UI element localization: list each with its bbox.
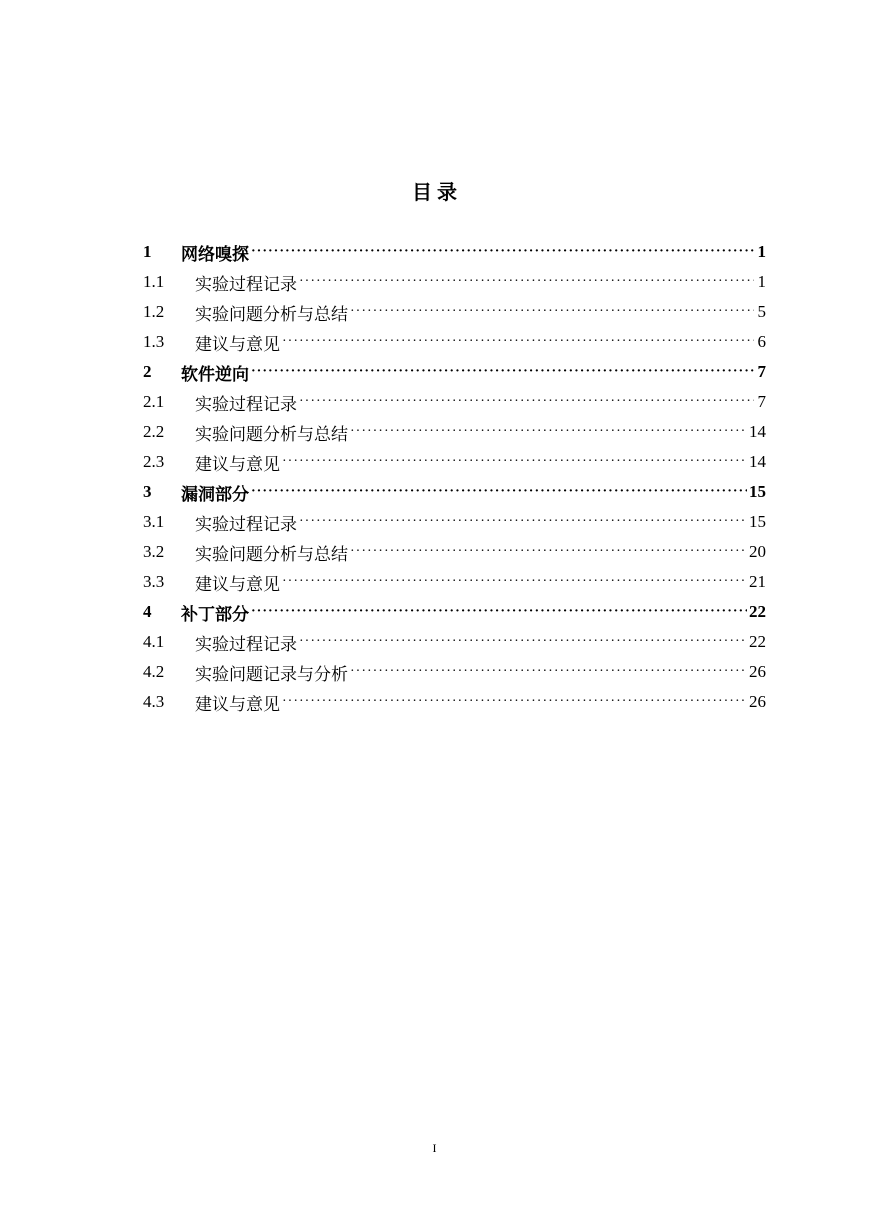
- toc-leader-dots: [350, 657, 747, 687]
- toc-entry-section[interactable]: [143, 447, 766, 477]
- toc-entry-label: 建议与意见: [195, 454, 280, 474]
- toc-entry-page: 20: [749, 542, 766, 561]
- toc-entry-label: 建议与意见: [195, 574, 280, 594]
- toc-entry-section[interactable]: [143, 387, 766, 417]
- toc-entry-number: 2.1: [143, 392, 165, 411]
- toc-entry-page: 21: [749, 572, 766, 591]
- page-number: I: [432, 1141, 437, 1155]
- toc-entry-label: 补丁部分: [181, 604, 249, 624]
- toc-entry-chapter[interactable]: [143, 597, 766, 627]
- toc-leader-dots: [251, 597, 747, 627]
- toc-entry-label: 实验过程记录: [195, 514, 297, 534]
- toc-entry-page: 26: [749, 662, 766, 681]
- toc-entry-number: 4.2: [143, 662, 165, 681]
- toc-entry-section[interactable]: [143, 537, 766, 567]
- toc-entry-label: 建议与意见: [195, 334, 280, 354]
- toc-entry-number: 4: [143, 602, 152, 621]
- toc-entry-section[interactable]: [143, 687, 766, 717]
- toc-entry-section[interactable]: [143, 567, 766, 597]
- toc-entry-chapter[interactable]: [143, 477, 766, 507]
- toc-entry-page: 6: [757, 332, 766, 351]
- toc-entry-number: 1.3: [143, 332, 165, 351]
- toc-leader-dots: [350, 417, 747, 447]
- toc-entry-page: 1: [757, 272, 766, 291]
- toc-entry-page: 14: [749, 422, 766, 441]
- toc-entry-page: 22: [749, 632, 766, 651]
- toc-entry-section[interactable]: [143, 327, 766, 357]
- toc-entry-label: 实验过程记录: [195, 274, 297, 294]
- toc-entry-label: 实验问题分析与总结: [195, 304, 348, 324]
- toc-entry-number: 2: [143, 362, 152, 381]
- toc-entry-label: 实验过程记录: [195, 394, 297, 414]
- toc-leader-dots: [251, 477, 747, 507]
- toc-entry-section[interactable]: [143, 417, 766, 447]
- toc-entry-number: 1.2: [143, 302, 165, 321]
- toc-entry-page: 22: [749, 602, 766, 621]
- toc-entry-number: 4.1: [143, 632, 165, 651]
- toc-entry-label: 软件逆向: [181, 364, 249, 384]
- toc-leader-dots: [282, 567, 747, 597]
- toc-entry-number: 4.3: [143, 692, 165, 711]
- toc-entry-label: 建议与意见: [195, 694, 280, 714]
- toc-entry-section[interactable]: [143, 627, 766, 657]
- toc-leader-dots: [350, 537, 747, 567]
- toc-leader-dots: [299, 507, 747, 537]
- toc-entry-page: 7: [757, 392, 766, 411]
- toc-entry-label: 实验问题分析与总结: [195, 424, 348, 444]
- toc-entry-section[interactable]: [143, 507, 766, 537]
- toc-leader-dots: [251, 357, 754, 387]
- toc-leader-dots: [350, 297, 754, 327]
- toc-entry-number: 3.3: [143, 572, 165, 591]
- toc-leader-dots: [299, 627, 747, 657]
- toc-entry-page: 15: [749, 512, 766, 531]
- toc-entry-page: 26: [749, 692, 766, 711]
- toc-entry-label: 实验问题分析与总结: [195, 544, 348, 564]
- toc-entry-label: 实验问题记录与分析: [195, 664, 348, 684]
- toc-entry-number: 2.2: [143, 422, 165, 441]
- toc-entry-chapter[interactable]: [143, 357, 766, 387]
- toc-entry-page: 1: [757, 242, 766, 261]
- toc-entry-number: 2.3: [143, 452, 165, 471]
- toc-entry-page: 15: [749, 482, 766, 501]
- toc-title: 目 录: [412, 182, 457, 204]
- toc-entry-number: 3.1: [143, 512, 165, 531]
- table-of-contents: [143, 237, 766, 717]
- toc-entry-label: 网络嗅探: [181, 244, 249, 264]
- toc-entry-section[interactable]: [143, 297, 766, 327]
- toc-entry-section[interactable]: [143, 657, 766, 687]
- toc-entry-chapter[interactable]: [143, 237, 766, 267]
- toc-leader-dots: [299, 267, 754, 297]
- toc-entry-page: 14: [749, 452, 766, 471]
- toc-leader-dots: [251, 237, 754, 267]
- toc-entry-number: 1.1: [143, 272, 165, 291]
- toc-entry-number: 3.2: [143, 542, 165, 561]
- toc-leader-dots: [282, 687, 747, 717]
- toc-entry-page: 7: [757, 362, 766, 381]
- toc-leader-dots: [299, 387, 754, 417]
- toc-entry-label: 实验过程记录: [195, 634, 297, 654]
- toc-entry-page: 5: [757, 302, 766, 321]
- toc-leader-dots: [282, 447, 747, 477]
- toc-entry-number: 1: [143, 242, 152, 261]
- toc-entry-number: 3: [143, 482, 152, 501]
- toc-leader-dots: [282, 327, 754, 357]
- toc-entry-label: 漏洞部分: [181, 484, 249, 504]
- toc-entry-section[interactable]: [143, 267, 766, 297]
